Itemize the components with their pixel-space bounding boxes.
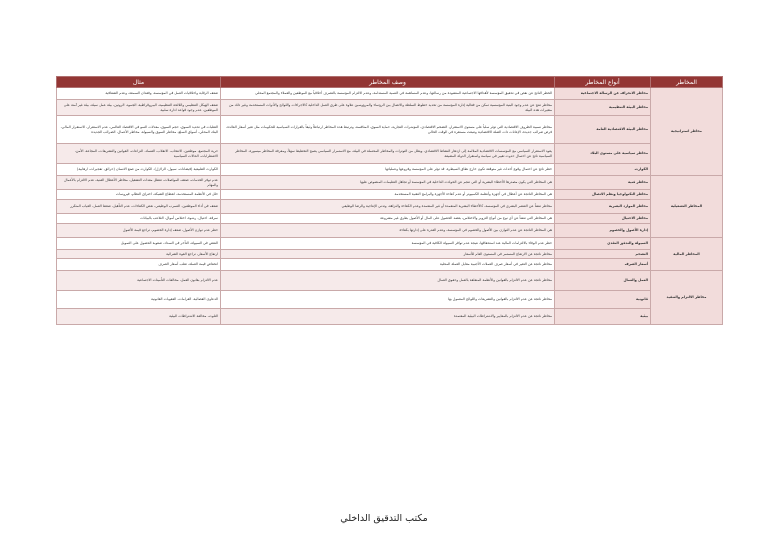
risk-type-cell: مخاطر الموارد البشرية <box>555 200 651 214</box>
table-row <box>57 164 723 176</box>
table-row <box>57 250 723 259</box>
risk-description-cell: يقود الاستقرار السياسي مع المؤسسات الاقتصادية الملائمة إلى ازدهار النشاط الاقتصادي، ويقلل من التوترات والمخاطر المحتملة في البيئة، مع الاستمرار السياسي يصبح التخطيط سهلاً، ومعرفة المخاطر ميسورة، المخاطر السياسية ناتج عن احتمال حدوث تغيير في سياسة واستقرار الدولة المضيفة <box>221 144 555 164</box>
risk-type-cell: إدارة الأصول والخصوم <box>555 224 651 238</box>
table-row <box>57 116 723 144</box>
risk-description-cell: مخاطر تنشأ عن العنصر البشري في المؤسسة، كالأخطاء البشرية المتعمدة أو غير المتعمدة وعدم الكفاءة والنزاهة، وتدني الإنتاجية والرضا الوظيفي <box>221 200 555 214</box>
header-type: أنواع المخاطر <box>555 77 651 88</box>
risk-description-cell: هي المخاطر التي يكون مصدرها الأخطاء البشرية أو التي تنجم عن الحوادث الداخلية في المؤسسة أو تجاهل التعليمات المنصوص عليها <box>221 176 555 190</box>
risk-type-cell: السيولة والتدفق النقدي <box>555 238 651 250</box>
risk-category-cell: مخاطر الالتزام والتنفيذ <box>651 271 723 325</box>
risk-description-cell: مخاطر تنتج عن عدم وجود البنية المؤسسية تمكن من فعالية إدارة المؤسسة من تحديد خطوط السلطة والاتصال بين الرؤساء والمرؤوسين علاوة على طرق العمل الداخلية كالاجراءات واللوائح والأدوات المستخدمة وغير ذلك من متغيرات هذه البيئة <box>221 100 555 116</box>
risk-example-cell: ارتفاع الأسعار، تراجع القوة الشرائية <box>57 250 221 259</box>
table-row <box>57 144 723 164</box>
table-row <box>57 176 723 190</box>
risk-description-cell: مخاطر ناتجة عن عدم الالتزام بالمعايير والاشتراطات البيئية المعتمدة <box>221 309 555 325</box>
risk-description-cell: مخاطر ناتجة عن الارتفاع المستمر في المستوى العام للأسعار <box>221 250 555 259</box>
table-row <box>57 214 723 224</box>
header-category: المخاطر <box>651 77 723 88</box>
risk-type-cell: مخاطر سياسية على مستوى البلاد <box>555 144 651 164</box>
risk-description-cell: مخاطر ناتجة عن التغير في أسعار صرف العملات الأجنبية مقابل العملة المحلية <box>221 259 555 271</box>
risk-type-cell: مخاطر الاحتيال <box>555 214 651 224</box>
risk-category-cell: المخاطر التشغيلية <box>651 176 723 238</box>
risk-example-cell: خلل في الأنظمة المستخدمة، انقطاع الشبكة، اختراق النظام، فيروسات <box>57 190 221 200</box>
risk-example-cell: التلوث، مخالفة الاشتراطات البيئية <box>57 309 221 325</box>
table-row <box>57 100 723 116</box>
table-row <box>57 309 723 325</box>
risk-example-cell: النقص في السيولة، التأخر في السداد، صعوبة الحصول على التمويل <box>57 238 221 250</box>
table-header-row <box>57 77 723 88</box>
table-row <box>57 200 723 214</box>
risk-example-cell: ضعف في أداء الموظفين، التسرب الوظيفي، نقص الكفاءات، عدم التأهيل، ضغط العمل، الغياب المتكرر <box>57 200 221 214</box>
risk-example-cell: ضعف الرقابة واخلاقيات العمل في المؤسسة، وفقدان السمعة، وعدم الشفافية <box>57 88 221 100</box>
risk-description-cell: الخطر الناتج عن نقص في تحقيق المؤسسة لأهدافها الاجتماعية المنشودة من رسالتها، وعدم المساهمة في التنمية المستدامة، وعدم الالتزام المؤسسة بالتصرف أخلاقياً مع الموظفين والعملاء والمجتمع المحلي <box>221 88 555 100</box>
table-row <box>57 190 723 200</box>
header-description: وصف المخاطر <box>221 77 555 88</box>
risk-type-cell: العمل والعمال <box>555 271 651 291</box>
table-row <box>57 88 723 100</box>
risk-type-cell: مخاطر الانحراف عن الرسالة الاجتماعية <box>555 88 651 100</box>
header-example: مثال <box>57 77 221 88</box>
risk-type-cell: مخاطر فنية <box>555 176 651 190</box>
risk-example-cell: ضعف الهيكل التنظيمي واللائحة التنظيمية، البيروقراطية، الجمود، الروتين، بيئة عمل سيئة، بيئة غير آمنة على الموظفين، عدم وجود قواعد ادارة سلبية <box>57 100 221 116</box>
risk-example-cell: الدعاوى القضائية، الغرامات، العقوبات القانونية <box>57 291 221 309</box>
risk-example-cell: الكوارث الطبيعية (فيضانات، سيول، الزلازل)، الكوارث من صنع الانسان (حرائق، تفجيرات، ارهابية) <box>57 164 221 176</box>
risk-category-cell: المخاطر المالية <box>651 238 723 271</box>
risk-example-cell: عدم الالتزام بقانون العمل، مخالفات التأمينات الاجتماعية <box>57 271 221 291</box>
risk-description-cell: هي المخاطر التي تنشأ عن أي نوع من أنواع التزوير والاختلاس، بقصد الحصول على المال أو الأصول بطرق غير مشروعة <box>221 214 555 224</box>
risk-description-cell: مخاطر نسبية الظروف الاقتصادية التي تؤثر سلباً على مستوى الاستقرار، التضخم الاقتصادي، المؤشرات التجارية، حماية السوق، المنافسة، وترتبط هذه المخاطر ارتباطاً وثيقاً بالقرارات السياسية للحكومات مثل تغير أسعار الفائدة، فرض ضرائب جديدة، الإعانات ذات الصلة الاقتصادية وتنبعث مستقرة في الوقت الحالي <box>221 116 555 144</box>
risk-description-cell: هي المخاطر الناتجة عن أعطال في أجهزة وأنظمة الكمبيوتر أو عدم كفاءة الأجهزة والبرامج التقنية المستخدمة <box>221 190 555 200</box>
risk-description-cell: هي المخاطر الناتجة عن عدم التوازن بين الأصول والخصوم في المؤسسة، وعدم القدرة على إدارتها بكفاءة <box>221 224 555 238</box>
risk-type-cell: مخاطر البيئة الاقتصادية العامة <box>555 116 651 144</box>
risk-description-cell: مخاطر ناتجة عن عدم الالتزام بالقوانين والأنظمة المتعلقة بالعمل وحقوق العمال <box>221 271 555 291</box>
risk-example-cell: خطر عدم توازن الأصول، ضعف إدارة الخصوم، تراجع قيمة الأصول <box>57 224 221 238</box>
table-row <box>57 291 723 309</box>
risk-description-cell: خطر ناتج عن احتمال وقوع أحداث غير متوقعة تكون خارج نطاق السيطرة، قد تؤثر على المؤسسة وفروعها وعملياتها <box>221 164 555 176</box>
risk-example-cell: التقلبات في تحديد السوق، حجم السوق، معدلات النمو في الاقتصاد العالمي، عدم الاستقرار، الاستقرار المالي، البنك المحلي، أسواق السلع، مخاطر السوق والسيولة، مخاطر الأعمال، الضرائب الجديدة <box>57 116 221 144</box>
footer-office-name: مكتب التدقيق الداخلي <box>340 513 428 524</box>
risk-type-cell: قانونية <box>555 291 651 309</box>
table-row <box>57 224 723 238</box>
risk-description-cell: مخاطر ناتجة عن عدم الالتزام بالقوانين والتشريعات واللوائح المعمول بها <box>221 291 555 309</box>
risk-type-cell: التضخم <box>555 250 651 259</box>
table-body <box>57 88 723 325</box>
risk-type-cell: الكوارث <box>555 164 651 176</box>
risk-type-cell: أسعار الصرف <box>555 259 651 271</box>
table-row <box>57 238 723 250</box>
risk-category-cell: مخاطر استراتيجية <box>651 88 723 176</box>
risk-example-cell: حرية المجتمع، موظفين، الانتخاب، الانقلاب، الفساد، النزاعات، القوانين والتشريعات، المجاعة، الأمن، الاضطرابات، الحالات السياسية <box>57 144 221 164</box>
table-row <box>57 271 723 291</box>
risk-type-cell: مخاطر التكنولوجيا ونظم الاتصال <box>555 190 651 200</box>
risk-example-cell: سرقة، احتيال، رشوة، اختلاس أموال، التلاعب بالبيانات <box>57 214 221 224</box>
risk-description-cell: خطر عدم الوفاء بالالتزامات المالية عند استحقاقها، نتيجة عدم توافر السيولة الكافية في المؤسسة <box>221 238 555 250</box>
risk-example-cell: انخفاض قيمة العملة، تقلب أسعار الصرف <box>57 259 221 271</box>
risk-matrix-table <box>56 76 723 325</box>
risk-type-cell: مخاطر البيئة التنظيمية <box>555 100 651 116</box>
risk-type-cell: بيئية <box>555 309 651 325</box>
risk-example-cell: عدم توفر الخدمات، ضعف المواصلات، تعطل معدات التشغيل، مخاطر الأعطال الفنية، عدم الالتزام بالأعمال والمهام <box>57 176 221 190</box>
table-row <box>57 259 723 271</box>
